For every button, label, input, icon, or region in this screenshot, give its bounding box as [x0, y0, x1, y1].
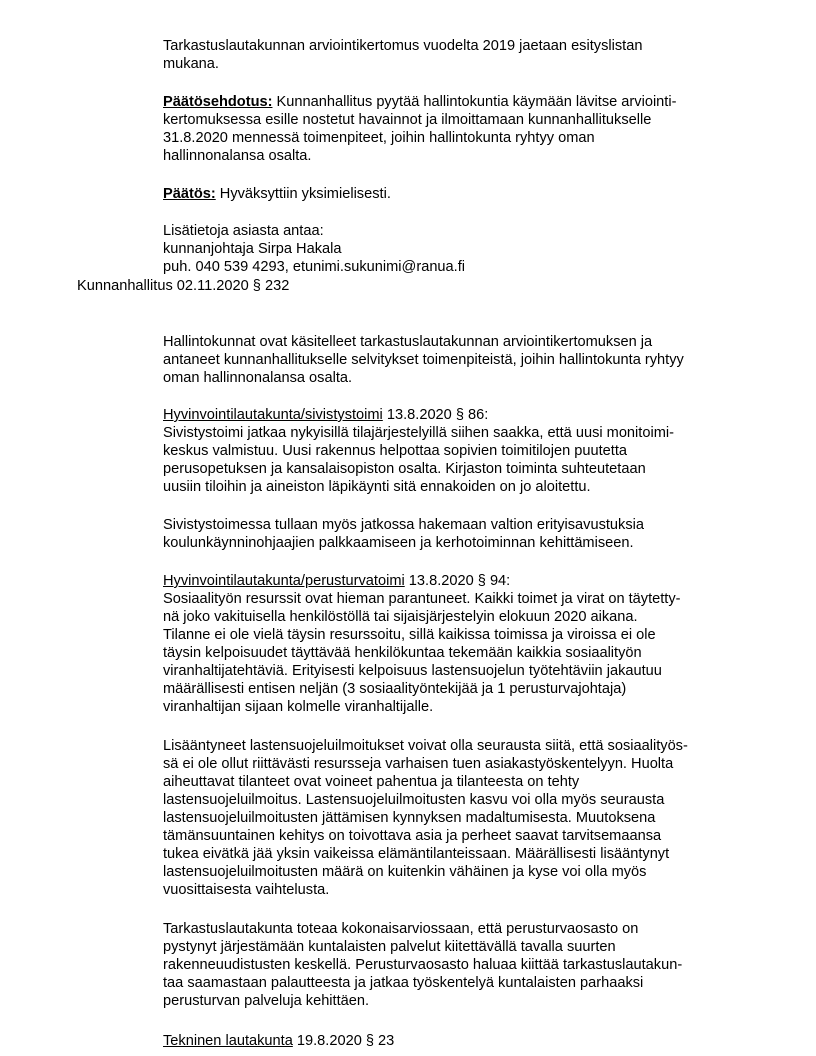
paragraph-line: koulunkäynninohjaajien palkkaamiseen ja kerhotoiminnan kehittämiseen. — [163, 535, 634, 551]
paragraph-line: Tilanne ei ole vielä täysin resurssoitu, sillä kaikissa toimissa ja viroissa ei ole — [163, 627, 656, 643]
paragraph-line: Hallintokunnat ovat käsitelleet tarkastuslautakunnan arviointikertomuksen ja — [163, 334, 653, 350]
paragraph-line: keskus valmistuu. Uusi rakennus helpottaa sopivien toimitilojen puutetta — [163, 443, 628, 459]
proposal-text: Kunnanhallitus pyytää hallintokuntia käymään lävitse arviointi- — [272, 94, 677, 110]
section-heading-link: Tekninen lautakunta — [163, 1033, 293, 1049]
decision-label: Päätös: — [163, 186, 216, 202]
paragraph-line: nä joko vakituisella henkilöstöllä tai sijaisjärjestelyin elokuun 2020 aikana. — [163, 609, 638, 625]
paragraph-line: täysin kelpoisuudet täyttävää henkilökuntaa tekemään kaikkia sosiaalityön — [163, 645, 642, 661]
paragraph-line: Sivistystoimessa tullaan myös jatkossa hakemaan valtion erityisavustuksia — [163, 517, 644, 533]
paragraph-line: aiheuttavat tilanteet ovat voineet pahentua ja tilanteesta on tehty — [163, 774, 580, 790]
contact-line: Lisätietoja asiasta antaa: — [163, 223, 324, 239]
proposal-line: hallinnonalansa osalta. — [163, 148, 312, 164]
paragraph-line: Lisääntyneet lastensuojeluilmoitukset voivat olla seurausta siitä, että sosiaalityös- — [163, 738, 688, 754]
paragraph-line: lastensuojeluilmoitusten jättämisen kynnyksen madaltumisesta. Muutoksena — [163, 810, 656, 826]
contact-line: puh. 040 539 4293, etunimi.sukunimi@ranua.fi — [163, 259, 466, 275]
paragraph-line: pystynyt järjestämään kuntalaisten palvelut kiitettävällä tavalla suurten — [163, 939, 616, 955]
section-ref: 13.8.2020 § 86: — [382, 407, 489, 423]
paragraph-line: viranhaltijatehtäviä. Erityisesti kelpoisuus lastensuojelun työtehtäviin jakautuu — [163, 663, 662, 679]
paragraph-line: perusopetuksen ja kansalaisopiston osalta. Kirjaston toiminta suhteutetaan — [163, 461, 646, 477]
paragraph-line: tukea eivätkä jää yksin vaikeissa elämäntilanteissaan. Määrällisesti lisääntynyt — [163, 846, 670, 862]
decision-line — [163, 185, 391, 203]
paragraph-line: vuosittaisesta vaihtelusta. — [163, 882, 330, 898]
contact-line: kunnanjohtaja Sirpa Hakala — [163, 241, 342, 257]
paragraph-line: uusiin tiloihin ja aineiston läpikäynti sitä ennakoiden on jo aloitettu. — [163, 479, 591, 495]
paragraph-line: antaneet kunnanhallitukselle selvitykset toimenpiteistä, joihin hallintokunta ryhtyy — [163, 352, 684, 368]
meeting-header: Kunnanhallitus 02.11.2020 § 232 — [77, 278, 290, 294]
paragraph-line: määrällisesti entisen neljän (3 sosiaalityöntekijää ja 1 perusturvajohtaja) — [163, 681, 627, 697]
section-heading-link: Hyvinvointilautakunta/sivistystoimi — [163, 407, 383, 423]
proposal-line: kertomuksessa esille nostetut havainnot ja ilmoittamaan kunnanhallitukselle — [163, 112, 652, 128]
paragraph-line: viranhaltijan sijaan kolmelle viranhaltijalle. — [163, 699, 434, 715]
proposal-line: 31.8.2020 mennessä toimenpiteet, joihin hallintokunta ryhtyy oman — [163, 130, 595, 146]
paragraph-line: perusturvan palveluja kehittäen. — [163, 993, 370, 1009]
decision-text: Hyväksyttiin yksimielisesti. — [215, 186, 391, 202]
section-heading — [163, 572, 510, 590]
section-heading-link: Hyvinvointilautakunta/perusturvatoimi — [163, 573, 405, 589]
intro-line: Tarkastuslautakunnan arviointikertomus vuodelta 2019 jaetaan esityslistan — [163, 38, 643, 54]
paragraph-line: rakenneuudistusten keskellä. Perusturvaosasto haluaa kiittää tarkastuslautakun- — [163, 957, 683, 973]
proposal-first-line — [163, 93, 676, 111]
paragraph-line: sä ei ole ollut riittävästi resursseja varhaisen tuen asiakastyöskentelyyn. Huolta — [163, 756, 674, 772]
section-heading — [163, 406, 488, 424]
paragraph-line: lastensuojeluilmoitus. Lastensuojeluilmoitusten kasvu voi olla myös seurausta — [163, 792, 665, 808]
paragraph-line: tämänsuuntainen kehitys on toivottava asia ja perheet saavat tarvitsemaansa — [163, 828, 662, 844]
intro-line: mukana. — [163, 56, 219, 72]
paragraph-line: Sosiaalityön resurssit ovat hieman parantuneet. Kaikki toimet ja virat on täytetty- — [163, 591, 681, 607]
section-ref: 13.8.2020 § 94: — [404, 573, 511, 589]
proposal-label: Päätösehdotus: — [163, 94, 273, 110]
paragraph-line: oman hallinnonalansa osalta. — [163, 370, 353, 386]
paragraph-line: lastensuojeluilmoitusten määrä on kuitenkin vähäinen ja kyse voi olla myös — [163, 864, 647, 880]
paragraph-line: taa saamastaan palautteesta ja jatkaa työskentelyä kuntalaisten parhaaksi — [163, 975, 644, 991]
section-heading — [163, 1032, 394, 1050]
paragraph-line: Tarkastuslautakunta toteaa kokonaisarviossaan, että perusturvaosasto on — [163, 921, 639, 937]
paragraph-line: Sivistystoimi jatkaa nykyisillä tilajärjestelyillä siihen saakka, että uusi monitoimi- — [163, 425, 674, 441]
section-ref: 19.8.2020 § 23 — [292, 1033, 395, 1049]
